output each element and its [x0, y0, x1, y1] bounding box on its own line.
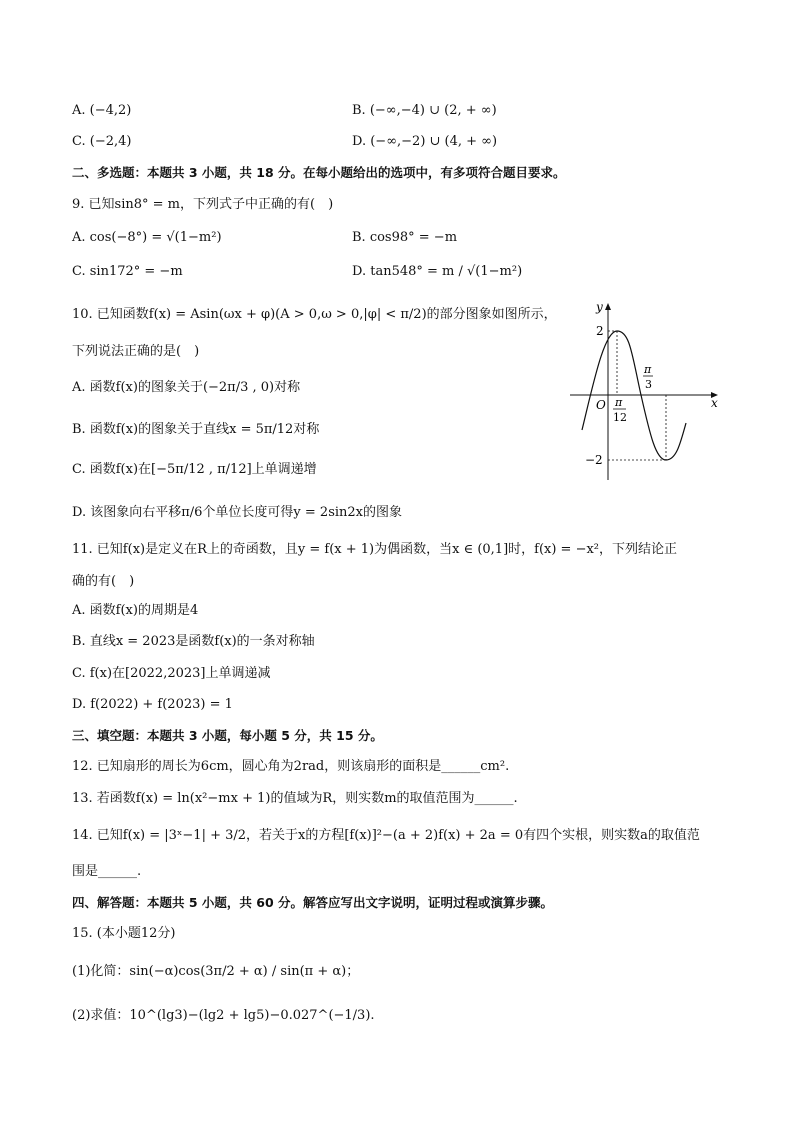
q8-option-a: A. (−4,2): [72, 103, 132, 118]
tick-pi-3-den: 3: [645, 378, 652, 391]
y-axis-arrow: [605, 303, 611, 310]
q14-stem: 14. 已知f(x) = |3ˣ−1| + 3/2，若关于x的方程[f(x)]²−(a + 2)f(x) + 2a = 0有四个实根，则实数a的取值范: [72, 828, 700, 843]
section-heading-multiple-choice: 二、多选题：本题共 3 小题，共 18 分。在每小题给出的选项中，有多项符合题目要求。: [72, 165, 566, 180]
q10-option-a: A. 函数f(x)的图象关于(−2π/3 , 0)对称: [72, 380, 301, 395]
q9-option-b: B. cos98° = −m: [352, 230, 458, 245]
x-axis-label: x: [711, 396, 718, 410]
q11-stem-cont: 确的有( ): [72, 574, 135, 589]
section-heading-fill-blank: 三、填空题：本题共 3 小题，每小题 5 分，共 15 分。: [72, 728, 383, 743]
q9-option-a: A. cos(−8°) = √(1−m²): [72, 230, 222, 245]
y-axis-label: y: [596, 300, 603, 314]
q11-option-d: D. f(2022) + f(2023) = 1: [72, 697, 233, 712]
q12-stem: 12. 已知扇形的周长为6cm，圆心角为2rad，则该扇形的面积是______cm².: [72, 759, 510, 774]
q10-stem-cont: 下列说法正确的是( ): [72, 344, 200, 359]
tick-pi-12-num: π: [615, 396, 623, 409]
tick-pi-12-den: 12: [613, 411, 627, 424]
q8-option-d: D. (−∞,−2) ∪ (4, + ∞): [352, 134, 498, 149]
tick-pi-3-num: π: [644, 363, 652, 376]
q11-option-a: A. 函数f(x)的周期是4: [72, 603, 199, 618]
q10-option-b: B. 函数f(x)的图象关于直线x = 5π/12对称: [72, 422, 320, 437]
q10-sine-graph: [560, 295, 730, 485]
max-value-label: 2: [596, 324, 604, 338]
q9-option-c: C. sin172° = −m: [72, 264, 183, 279]
q11-option-b: B. 直线x = 2023是函数f(x)的一条对称轴: [72, 634, 315, 649]
q8-option-b: B. (−∞,−4) ∪ (2, + ∞): [352, 103, 497, 118]
q14-stem-cont: 围是______.: [72, 864, 142, 879]
q10-option-c: C. 函数f(x)在[−5π/12 , π/12]上单调递增: [72, 462, 317, 477]
min-value-label: −2: [585, 453, 603, 467]
origin-label: O: [596, 398, 606, 412]
q15-part1: (1)化简：sin(−α)cos(3π/2 + α) / sin(π + α)；: [72, 964, 360, 979]
q11-option-c: C. f(x)在[2022,2023]上单调递减: [72, 666, 271, 681]
q10-option-d: D. 该图象向右平移π/6个单位长度可得y = 2sin2x的图象: [72, 505, 402, 520]
q8-option-c: C. (−2,4): [72, 134, 132, 149]
q9-stem: 9. 已知sin8° = m，下列式子中正确的有( ): [72, 197, 334, 212]
q15-part2: (2)求值：10^(lg3)−(lg2 + lg5)−0.027^(−1/3).: [72, 1008, 375, 1023]
q11-stem: 11. 已知f(x)是定义在R上的奇函数，且y = f(x + 1)为偶函数，当x ∈ (0,1]时，f(x) = −x²，下列结论正: [72, 542, 678, 557]
q10-stem: 10. 已知函数f(x) = Asin(ωx + φ)(A > 0,ω > 0,|φ| < π/2)的部分图象如图所示，: [72, 307, 557, 322]
section-heading-solve: 四、解答题：本题共 5 小题，共 60 分。解答应写出文字说明，证明过程或演算步骤。: [72, 895, 554, 910]
q15-stem: 15. (本小题12分): [72, 926, 176, 941]
q9-option-d: D. tan548° = m / √(1−m²): [352, 264, 523, 279]
q13-stem: 13. 若函数f(x) = ln(x²−mx + 1)的值域为R，则实数m的取值范围为______.: [72, 791, 518, 806]
